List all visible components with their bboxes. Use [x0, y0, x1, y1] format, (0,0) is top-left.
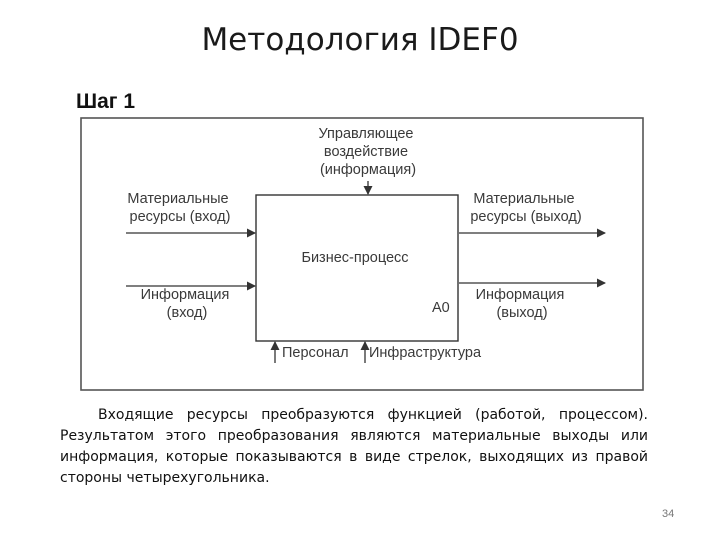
- control-label: [318, 126, 417, 178]
- mechanism-infrastructure-label: Инфраструктура: [369, 345, 482, 361]
- process-label: Бизнес-процесс: [301, 250, 409, 266]
- idef0-diagram: [80, 115, 645, 393]
- control-label-line: (информация): [319, 162, 417, 178]
- page-number: 34: [662, 508, 675, 520]
- control-label-line: Управляющее: [318, 126, 414, 142]
- control-label-line: воздействие: [323, 144, 409, 160]
- description-paragraph: [60, 405, 648, 489]
- output-material-label-line: Материальные: [473, 191, 575, 207]
- description-text: Входящие ресурсы преобразуются функцией (работой, процессом). Результатом этого преобразования являются материальные выходы или информация, которые показываются в виде стрелок, выходящих из правой стороны четырехугольника.: [60, 407, 648, 486]
- step-label: Шаг 1: [76, 90, 136, 113]
- output-info-label-line: Информация: [475, 287, 565, 303]
- function-box: [256, 195, 458, 341]
- output-info-label-line: (выход): [496, 305, 548, 321]
- output-info-label: [476, 287, 569, 321]
- mechanism-personnel-label: Персонал: [282, 345, 349, 361]
- output-material-label: [470, 191, 581, 225]
- node-id-label: A0: [432, 300, 450, 316]
- input-info-label: [141, 287, 234, 321]
- slide-title: Методология IDEF0: [201, 22, 519, 58]
- input-info-label-line: Информация: [140, 287, 230, 303]
- output-material-label-line: ресурсы (выход): [470, 209, 582, 225]
- input-material-label-line: Материальные: [127, 191, 229, 207]
- input-material-label-line: ресурсы (вход): [129, 209, 231, 225]
- input-info-label-line: (вход): [166, 305, 208, 321]
- input-material-label: [127, 191, 232, 225]
